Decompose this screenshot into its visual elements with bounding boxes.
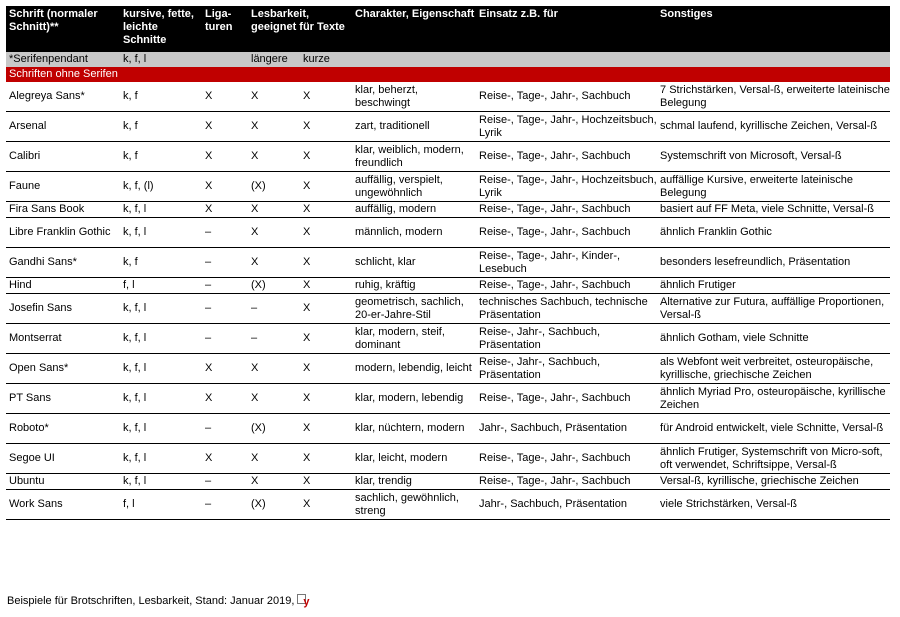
cell-ligatures: X: [202, 82, 248, 112]
cell-other: basiert auf FF Meta, viele Schnitte, Versal-ß: [657, 202, 890, 218]
caption: [7, 594, 313, 608]
cell-character: modern, lebendig, leicht: [352, 354, 476, 384]
cell-styles: k, f, l: [120, 218, 202, 248]
subheader-longer: längere: [248, 52, 300, 67]
cell-shorter: X: [300, 444, 352, 474]
cell-character: auffällig, verspielt, ungewöhnlich: [352, 172, 476, 202]
cell-character: sachlich, gewöhnlich, streng: [352, 490, 476, 520]
cell-other: ähnlich Gotham, viele Schnitte: [657, 324, 890, 354]
cell-styles: k, f, l: [120, 444, 202, 474]
cell-shorter: X: [300, 294, 352, 324]
cell-longer: (X): [248, 490, 300, 520]
cell-usage: Reise-, Tage-, Jahr-, Sachbuch: [476, 202, 657, 218]
cell-usage: Reise-, Jahr-, Sachbuch, Präsentation: [476, 354, 657, 384]
cell-font: Alegreya Sans*: [6, 82, 120, 112]
cell-ligatures: X: [202, 202, 248, 218]
cell-ligatures: X: [202, 142, 248, 172]
cell-usage: Reise-, Tage-, Jahr-, Sachbuch: [476, 444, 657, 474]
cell-styles: k, f, l: [120, 354, 202, 384]
subheader-styles: k, f, l: [120, 52, 202, 67]
cell-styles: f, l: [120, 278, 202, 294]
header-styles: kursive, fette, leichte Schnitte: [120, 6, 202, 52]
cell-usage: Reise-, Tage-, Jahr-, Sachbuch: [476, 278, 657, 294]
cell-other: besonders lesefreundlich, Präsentation: [657, 248, 890, 278]
cell-longer: –: [248, 324, 300, 354]
table-body: [6, 82, 890, 520]
cell-styles: k, f, l: [120, 324, 202, 354]
section-title: Schriften ohne Serifen: [6, 67, 890, 82]
cell-font: Gandhi Sans*: [6, 248, 120, 278]
cell-longer: (X): [248, 172, 300, 202]
cell-font: Roboto*: [6, 414, 120, 444]
table-row: [6, 384, 890, 414]
publisher-logo-icon: y: [297, 594, 313, 608]
cell-ligatures: X: [202, 384, 248, 414]
cell-longer: X: [248, 82, 300, 112]
cell-longer: X: [248, 444, 300, 474]
header-usage: Einsatz z.B. für: [476, 6, 657, 52]
cell-styles: k, f: [120, 248, 202, 278]
cell-usage: Reise-, Tage-, Jahr-, Sachbuch: [476, 82, 657, 112]
cell-ligatures: –: [202, 248, 248, 278]
cell-font: Open Sans*: [6, 354, 120, 384]
cell-usage: Reise-, Tage-, Jahr-, Hochzeitsbuch, Lyrik: [476, 112, 657, 142]
cell-styles: k, f, l: [120, 414, 202, 444]
cell-longer: (X): [248, 414, 300, 444]
cell-other: Versal-ß, kyrillische, griechische Zeichen: [657, 474, 890, 490]
header-font: Schrift (normaler Schnitt)**: [6, 6, 120, 52]
font-table-sheet: [6, 6, 890, 520]
table-row: [6, 82, 890, 112]
cell-longer: X: [248, 142, 300, 172]
cell-usage: Reise-, Tage-, Jahr-, Sachbuch: [476, 474, 657, 490]
cell-ligatures: X: [202, 354, 248, 384]
cell-other: Systemschrift von Microsoft, Versal-ß: [657, 142, 890, 172]
cell-shorter: X: [300, 278, 352, 294]
cell-character: klar, modern, lebendig: [352, 384, 476, 414]
cell-other: ähnlich Myriad Pro, osteuropäische, kyrillische Zeichen: [657, 384, 890, 414]
cell-ligatures: –: [202, 414, 248, 444]
cell-usage: Reise-, Tage-, Jahr-, Sachbuch: [476, 142, 657, 172]
cell-shorter: X: [300, 82, 352, 112]
cell-character: zart, traditionell: [352, 112, 476, 142]
cell-longer: X: [248, 474, 300, 490]
cell-longer: –: [248, 294, 300, 324]
cell-ligatures: X: [202, 444, 248, 474]
table-row: [6, 278, 890, 294]
subheader-empty: [352, 52, 476, 67]
cell-ligatures: –: [202, 324, 248, 354]
cell-font: Segoe UI: [6, 444, 120, 474]
cell-longer: (X): [248, 278, 300, 294]
cell-shorter: X: [300, 202, 352, 218]
cell-character: auffällig, modern: [352, 202, 476, 218]
cell-shorter: X: [300, 414, 352, 444]
table-row: [6, 218, 890, 248]
cell-shorter: X: [300, 172, 352, 202]
table-row: [6, 490, 890, 520]
cell-shorter: X: [300, 218, 352, 248]
cell-other: viele Strichstärken, Versal-ß: [657, 490, 890, 520]
cell-shorter: X: [300, 142, 352, 172]
header-character: Charakter, Eigenschaft: [352, 6, 476, 52]
subheader-shorter: kurze: [300, 52, 352, 67]
cell-styles: k, f, (l): [120, 172, 202, 202]
font-table: [6, 6, 890, 520]
cell-shorter: X: [300, 324, 352, 354]
cell-character: ruhig, kräftig: [352, 278, 476, 294]
table-row: [6, 142, 890, 172]
cell-styles: k, f, l: [120, 294, 202, 324]
cell-character: klar, beherzt, beschwingt: [352, 82, 476, 112]
cell-other: 7 Strichstärken, Versal-ß, erweiterte lateinische Belegung: [657, 82, 890, 112]
cell-font: Josefin Sans: [6, 294, 120, 324]
cell-character: klar, weiblich, modern, freundlich: [352, 142, 476, 172]
cell-other: für Android entwickelt, viele Schnitte, Versal-ß: [657, 414, 890, 444]
cell-font: Calibri: [6, 142, 120, 172]
cell-font: Ubuntu: [6, 474, 120, 490]
cell-font: Hind: [6, 278, 120, 294]
cell-longer: X: [248, 218, 300, 248]
cell-other: ähnlich Frutiger, Systemschrift von Micro-soft, oft verwendet, Schriftsippe, Versal-ß: [657, 444, 890, 474]
cell-ligatures: –: [202, 278, 248, 294]
table-row: [6, 324, 890, 354]
cell-shorter: X: [300, 490, 352, 520]
cell-styles: k, f, l: [120, 474, 202, 490]
table-subheader-row: [6, 52, 890, 67]
cell-font: Faune: [6, 172, 120, 202]
cell-shorter: X: [300, 354, 352, 384]
table-row: [6, 414, 890, 444]
cell-usage: Jahr-, Sachbuch, Präsentation: [476, 490, 657, 520]
cell-styles: k, f: [120, 82, 202, 112]
cell-ligatures: –: [202, 490, 248, 520]
cell-character: klar, trendig: [352, 474, 476, 490]
cell-other: ähnlich Frutiger: [657, 278, 890, 294]
header-ligatures: Liga-turen: [202, 6, 248, 52]
cell-character: männlich, modern: [352, 218, 476, 248]
cell-character: geometrisch, sachlich, 20-er-Jahre-Stil: [352, 294, 476, 324]
cell-font: PT Sans: [6, 384, 120, 414]
table-header-row: [6, 6, 890, 52]
section-row: [6, 67, 890, 82]
cell-other: Alternative zur Futura, auffällige Proportionen, Versal-ß: [657, 294, 890, 324]
cell-ligatures: X: [202, 112, 248, 142]
cell-character: klar, modern, steif, dominant: [352, 324, 476, 354]
cell-font: Libre Franklin Gothic: [6, 218, 120, 248]
subheader-empty: [476, 52, 657, 67]
cell-font: Arsenal: [6, 112, 120, 142]
cell-longer: X: [248, 384, 300, 414]
cell-ligatures: –: [202, 218, 248, 248]
cell-usage: Reise-, Tage-, Jahr-, Kinder-, Lesebuch: [476, 248, 657, 278]
cell-styles: k, f, l: [120, 202, 202, 218]
subheader-empty: [202, 52, 248, 67]
header-other: Sonstiges: [657, 6, 890, 52]
cell-longer: X: [248, 354, 300, 384]
cell-styles: f, l: [120, 490, 202, 520]
cell-usage: technisches Sachbuch, technische Präsentation: [476, 294, 657, 324]
cell-longer: X: [248, 112, 300, 142]
cell-shorter: X: [300, 112, 352, 142]
cell-other: ähnlich Franklin Gothic: [657, 218, 890, 248]
cell-font: Work Sans: [6, 490, 120, 520]
cell-shorter: X: [300, 248, 352, 278]
table-row: [6, 354, 890, 384]
cell-styles: k, f: [120, 142, 202, 172]
table-row: [6, 474, 890, 490]
cell-character: klar, nüchtern, modern: [352, 414, 476, 444]
table-row: [6, 294, 890, 324]
caption-text: Beispiele für Brotschriften, Lesbarkeit, Stand: Januar 2019,: [7, 595, 295, 607]
table-row: [6, 112, 890, 142]
cell-ligatures: –: [202, 474, 248, 490]
cell-character: schlicht, klar: [352, 248, 476, 278]
cell-usage: Jahr-, Sachbuch, Präsentation: [476, 414, 657, 444]
cell-longer: X: [248, 202, 300, 218]
cell-ligatures: X: [202, 172, 248, 202]
table-row: [6, 444, 890, 474]
cell-other: auffällige Kursive, erweiterte lateinische Belegung: [657, 172, 890, 202]
cell-shorter: X: [300, 384, 352, 414]
subheader-serif-equiv: *Serifenpendant: [6, 52, 120, 67]
header-readability: Lesbarkeit, geeignet für Texte: [248, 6, 352, 52]
cell-styles: k, f, l: [120, 384, 202, 414]
cell-usage: Reise-, Tage-, Jahr-, Hochzeitsbuch, Lyrik: [476, 172, 657, 202]
cell-character: klar, leicht, modern: [352, 444, 476, 474]
table-row: [6, 172, 890, 202]
table-row: [6, 202, 890, 218]
cell-usage: Reise-, Tage-, Jahr-, Sachbuch: [476, 384, 657, 414]
cell-shorter: X: [300, 474, 352, 490]
table-row: [6, 248, 890, 278]
cell-other: schmal laufend, kyrillische Zeichen, Versal-ß: [657, 112, 890, 142]
cell-ligatures: –: [202, 294, 248, 324]
cell-font: Fira Sans Book: [6, 202, 120, 218]
cell-usage: Reise-, Tage-, Jahr-, Sachbuch: [476, 218, 657, 248]
cell-other: als Webfont weit verbreitet, osteuropäische, kyrillische, griechische Zeichen: [657, 354, 890, 384]
subheader-empty: [657, 52, 890, 67]
cell-font: Montserrat: [6, 324, 120, 354]
cell-usage: Reise-, Jahr-, Sachbuch, Präsentation: [476, 324, 657, 354]
cell-styles: k, f: [120, 112, 202, 142]
cell-longer: X: [248, 248, 300, 278]
